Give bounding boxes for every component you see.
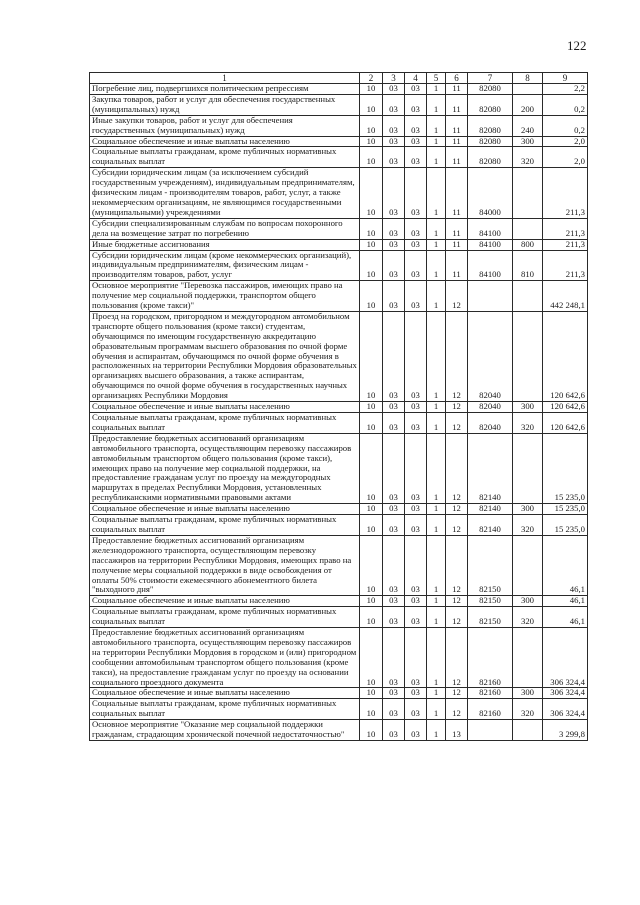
expense-type-code-cell [513, 433, 543, 503]
expense-type-code-cell: 320 [513, 515, 543, 536]
direction-code-cell: 82080 [468, 136, 513, 147]
section-code-cell: 03 [383, 515, 405, 536]
subsection-code-cell: 03 [405, 94, 427, 115]
row-name-cell: Социальное обеспечение и иные выплаты населению [90, 402, 360, 413]
direction-code-cell: 82140 [468, 433, 513, 503]
expense-type-code-cell: 800 [513, 239, 543, 250]
amount-cell: 46,1 [543, 596, 588, 607]
expense-type-code-cell: 320 [513, 699, 543, 720]
table-row [90, 218, 588, 239]
subprogram-code-cell: 12 [446, 628, 468, 688]
amount-cell: 0,2 [543, 94, 588, 115]
row-name-cell: Предоставление бюджетных ассигнований организациям автомобильного транспорта, осуществляющим перевозку пассажиров автомобильным транспортом общего пользования (кроме такси), имеющих право на получение мер социальной поддержки, на предоставление гражданам услуг по проезду на междугородных маршрутах в пределах Республики Мордовия, установленных республиканскими нормативными правовыми актами [90, 433, 360, 503]
expense-type-code-cell [513, 628, 543, 688]
subsection-code-cell: 03 [405, 311, 427, 401]
program-code-cell: 1 [427, 84, 446, 95]
program-code-cell: 1 [427, 402, 446, 413]
section-code-cell: 03 [383, 688, 405, 699]
program-code-cell: 1 [427, 607, 446, 628]
subprogram-code-cell: 11 [446, 218, 468, 239]
row-name-cell: Погребение лиц, подвергшихся политическим репрессиям [90, 84, 360, 95]
program-code-cell: 1 [427, 311, 446, 401]
ministry-code-cell: 10 [360, 115, 383, 136]
expense-type-code-cell [513, 218, 543, 239]
subprogram-code-cell: 11 [446, 136, 468, 147]
table-row [90, 535, 588, 595]
amount-cell: 211,3 [543, 250, 588, 281]
subprogram-code-cell: 11 [446, 115, 468, 136]
section-code-cell: 03 [383, 218, 405, 239]
table-row [90, 147, 588, 168]
header-cell: 5 [427, 73, 446, 84]
direction-code-cell: 82080 [468, 94, 513, 115]
program-code-cell: 1 [427, 115, 446, 136]
subsection-code-cell: 03 [405, 688, 427, 699]
program-code-cell: 1 [427, 515, 446, 536]
row-name-cell: Социальные выплаты гражданам, кроме публичных нормативных социальных выплат [90, 607, 360, 628]
ministry-code-cell: 10 [360, 311, 383, 401]
subsection-code-cell: 03 [405, 402, 427, 413]
subsection-code-cell: 03 [405, 239, 427, 250]
ministry-code-cell: 10 [360, 607, 383, 628]
direction-code-cell: 82150 [468, 596, 513, 607]
row-name-cell: Социальные выплаты гражданам, кроме публичных нормативных социальных выплат [90, 413, 360, 434]
table-row [90, 250, 588, 281]
table-row [90, 311, 588, 401]
subprogram-code-cell: 11 [446, 168, 468, 219]
program-code-cell: 1 [427, 720, 446, 741]
expense-type-code-cell: 320 [513, 413, 543, 434]
subprogram-code-cell: 11 [446, 147, 468, 168]
amount-cell: 120 642,6 [543, 311, 588, 401]
direction-code-cell: 82080 [468, 84, 513, 95]
header-cell: 3 [383, 73, 405, 84]
row-name-cell: Социальные выплаты гражданам, кроме публичных нормативных социальных выплат [90, 147, 360, 168]
subprogram-code-cell: 12 [446, 515, 468, 536]
amount-cell: 0,2 [543, 115, 588, 136]
direction-code-cell: 84100 [468, 250, 513, 281]
expense-type-code-cell [513, 535, 543, 595]
table-row [90, 688, 588, 699]
subsection-code-cell: 03 [405, 720, 427, 741]
section-code-cell: 03 [383, 504, 405, 515]
expense-type-code-cell: 300 [513, 688, 543, 699]
program-code-cell: 1 [427, 413, 446, 434]
row-name-cell: Субсидии юридическим лицам (кроме некоммерческих организаций), индивидуальным предпринимателям, физическим лицам - производителям товаров, работ, услуг [90, 250, 360, 281]
header-cell: 2 [360, 73, 383, 84]
table-row [90, 413, 588, 434]
section-code-cell: 03 [383, 607, 405, 628]
section-code-cell: 03 [383, 147, 405, 168]
section-code-cell: 03 [383, 699, 405, 720]
row-name-cell: Социальное обеспечение и иные выплаты населению [90, 504, 360, 515]
expense-type-code-cell: 320 [513, 147, 543, 168]
amount-cell: 2,2 [543, 84, 588, 95]
row-name-cell: Закупка товаров, работ и услуг для обеспечения государственных (муниципальных) нужд [90, 94, 360, 115]
direction-code-cell: 84000 [468, 168, 513, 219]
program-code-cell: 1 [427, 94, 446, 115]
table-row [90, 94, 588, 115]
section-code-cell: 03 [383, 94, 405, 115]
table-row [90, 402, 588, 413]
expense-type-code-cell: 810 [513, 250, 543, 281]
expense-type-code-cell: 300 [513, 504, 543, 515]
ministry-code-cell: 10 [360, 239, 383, 250]
section-code-cell: 03 [383, 433, 405, 503]
row-name-cell: Социальные выплаты гражданам, кроме публичных нормативных социальных выплат [90, 515, 360, 536]
subsection-code-cell: 03 [405, 628, 427, 688]
program-code-cell: 1 [427, 281, 446, 312]
table-row [90, 84, 588, 95]
table-row [90, 239, 588, 250]
amount-cell: 211,3 [543, 239, 588, 250]
subprogram-code-cell: 11 [446, 250, 468, 281]
direction-code-cell: 82150 [468, 607, 513, 628]
subsection-code-cell: 03 [405, 699, 427, 720]
program-code-cell: 1 [427, 218, 446, 239]
subprogram-code-cell: 11 [446, 84, 468, 95]
section-code-cell: 03 [383, 720, 405, 741]
subsection-code-cell: 03 [405, 147, 427, 168]
header-cell: 4 [405, 73, 427, 84]
subsection-code-cell: 03 [405, 607, 427, 628]
subprogram-code-cell: 12 [446, 402, 468, 413]
section-code-cell: 03 [383, 115, 405, 136]
section-code-cell: 03 [383, 136, 405, 147]
header-cell: 6 [446, 73, 468, 84]
table-row [90, 433, 588, 503]
row-name-cell: Предоставление бюджетных ассигнований организациям автомобильного транспорта, осуществляющим перевозку пассажиров на территории Республики Мордовия в городском и (или) пригородном сообщении автомобильным транспортом общего пользования (кроме такси), на предоставление гражданам услуг по проезду на основании социального проездного документа [90, 628, 360, 688]
direction-code-cell: 82080 [468, 147, 513, 168]
budget-table [89, 72, 588, 741]
expense-type-code-cell [513, 84, 543, 95]
amount-cell: 15 235,0 [543, 433, 588, 503]
subsection-code-cell: 03 [405, 433, 427, 503]
amount-cell: 211,3 [543, 168, 588, 219]
header-cell: 9 [543, 73, 588, 84]
direction-code-cell: 82040 [468, 402, 513, 413]
header-row [90, 73, 588, 84]
row-name-cell: Субсидии юридическим лицам (за исключением субсидий государственным учреждениям), индивидуальным предпринимателям, физическим лицам - производителям товаров, работ, услуг, а также некоммерческим организациям, не являющимся государственными (муниципальными) учреждениями [90, 168, 360, 219]
ministry-code-cell: 10 [360, 281, 383, 312]
subprogram-code-cell: 12 [446, 311, 468, 401]
amount-cell: 120 642,6 [543, 402, 588, 413]
ministry-code-cell: 10 [360, 250, 383, 281]
amount-cell: 15 235,0 [543, 504, 588, 515]
ministry-code-cell: 10 [360, 136, 383, 147]
section-code-cell: 03 [383, 413, 405, 434]
subsection-code-cell: 03 [405, 115, 427, 136]
expense-type-code-cell: 320 [513, 607, 543, 628]
row-name-cell: Социальное обеспечение и иные выплаты населению [90, 596, 360, 607]
section-code-cell: 03 [383, 239, 405, 250]
table-row [90, 596, 588, 607]
program-code-cell: 1 [427, 147, 446, 168]
page-number: 122 [567, 38, 587, 53]
subsection-code-cell: 03 [405, 413, 427, 434]
table-row [90, 628, 588, 688]
program-code-cell: 1 [427, 699, 446, 720]
subprogram-code-cell: 11 [446, 94, 468, 115]
amount-cell: 3 299,8 [543, 720, 588, 741]
row-name-cell: Социальное обеспечение и иные выплаты населению [90, 136, 360, 147]
subprogram-code-cell: 12 [446, 688, 468, 699]
direction-code-cell: 82040 [468, 311, 513, 401]
direction-code-cell: 82140 [468, 504, 513, 515]
row-name-cell: Субсидии специализированным службам по вопросам похоронного дела на возмещение затрат по погребению [90, 218, 360, 239]
ministry-code-cell: 10 [360, 147, 383, 168]
section-code-cell: 03 [383, 628, 405, 688]
header-cell: 7 [468, 73, 513, 84]
row-name-cell: Социальные выплаты гражданам, кроме публичных нормативных социальных выплат [90, 699, 360, 720]
program-code-cell: 1 [427, 136, 446, 147]
table-row [90, 720, 588, 741]
subsection-code-cell: 03 [405, 218, 427, 239]
ministry-code-cell: 10 [360, 402, 383, 413]
program-code-cell: 1 [427, 250, 446, 281]
section-code-cell: 03 [383, 168, 405, 219]
amount-cell: 306 324,4 [543, 699, 588, 720]
amount-cell: 2,0 [543, 136, 588, 147]
header-cell: 8 [513, 73, 543, 84]
ministry-code-cell: 10 [360, 433, 383, 503]
table-row [90, 515, 588, 536]
amount-cell: 442 248,1 [543, 281, 588, 312]
header-cell: 1 [90, 73, 360, 84]
subprogram-code-cell: 11 [446, 239, 468, 250]
row-name-cell: Предоставление бюджетных ассигнований организациям железнодорожного транспорта, осуществляющим перевозку пассажиров на территории Республики Мордовия, имеющих право на получение меры социальной поддержки в виде освобождения от оплаты 50% стоимости ежемесячного абонементного билета "выходного дня" [90, 535, 360, 595]
section-code-cell: 03 [383, 596, 405, 607]
ministry-code-cell: 10 [360, 504, 383, 515]
subsection-code-cell: 03 [405, 250, 427, 281]
expense-type-code-cell [513, 311, 543, 401]
expense-type-code-cell [513, 281, 543, 312]
ministry-code-cell: 10 [360, 699, 383, 720]
row-name-cell: Основное мероприятие "Перевозка пассажиров, имеющих право на получение мер социальной поддержки, транспортом общего пользования (кроме такси)" [90, 281, 360, 312]
amount-cell: 2,0 [543, 147, 588, 168]
direction-code-cell: 84100 [468, 218, 513, 239]
direction-code-cell: 82160 [468, 699, 513, 720]
subsection-code-cell: 03 [405, 84, 427, 95]
expense-type-code-cell: 240 [513, 115, 543, 136]
expense-type-code-cell [513, 168, 543, 219]
subprogram-code-cell: 12 [446, 535, 468, 595]
subprogram-code-cell: 12 [446, 699, 468, 720]
direction-code-cell: 82160 [468, 628, 513, 688]
direction-code-cell: 82150 [468, 535, 513, 595]
section-code-cell: 03 [383, 535, 405, 595]
ministry-code-cell: 10 [360, 628, 383, 688]
ministry-code-cell: 10 [360, 535, 383, 595]
table-row [90, 168, 588, 219]
subprogram-code-cell: 12 [446, 433, 468, 503]
program-code-cell: 1 [427, 596, 446, 607]
ministry-code-cell: 10 [360, 94, 383, 115]
direction-code-cell [468, 720, 513, 741]
subprogram-code-cell: 12 [446, 413, 468, 434]
direction-code-cell: 84100 [468, 239, 513, 250]
subprogram-code-cell: 12 [446, 504, 468, 515]
direction-code-cell: 82040 [468, 413, 513, 434]
program-code-cell: 1 [427, 168, 446, 219]
row-name-cell: Иные закупки товаров, работ и услуг для обеспечения государственных (муниципальных) нужд [90, 115, 360, 136]
amount-cell: 306 324,4 [543, 628, 588, 688]
program-code-cell: 1 [427, 688, 446, 699]
ministry-code-cell: 10 [360, 596, 383, 607]
amount-cell: 211,3 [543, 218, 588, 239]
direction-code-cell: 82160 [468, 688, 513, 699]
amount-cell: 120 642,6 [543, 413, 588, 434]
expense-type-code-cell: 200 [513, 94, 543, 115]
section-code-cell: 03 [383, 250, 405, 281]
program-code-cell: 1 [427, 239, 446, 250]
row-name-cell: Иные бюджетные ассигнования [90, 239, 360, 250]
subsection-code-cell: 03 [405, 504, 427, 515]
row-name-cell: Проезд на городском, пригородном и междугородном автомобильном транспорте общего пользования (кроме такси) студентам, обучающимся по имеющим государственную аккредитацию образовательным программам высшего образования по очной форме обучения и аспирантам, обучающимся по очной форме обучения в расположенных на территории Республики Мордовия образовательных организациях высшего образования, а также аспирантам, обучающимся по очной форме обучения в государственных научных организациях Республики Мордовия [90, 311, 360, 401]
direction-code-cell: 82080 [468, 115, 513, 136]
program-code-cell: 1 [427, 504, 446, 515]
expense-type-code-cell [513, 720, 543, 741]
section-code-cell: 03 [383, 402, 405, 413]
subsection-code-cell: 03 [405, 136, 427, 147]
ministry-code-cell: 10 [360, 720, 383, 741]
table-body [90, 84, 588, 741]
expense-type-code-cell: 300 [513, 596, 543, 607]
amount-cell: 15 235,0 [543, 515, 588, 536]
subsection-code-cell: 03 [405, 535, 427, 595]
row-name-cell: Социальное обеспечение и иные выплаты населению [90, 688, 360, 699]
amount-cell: 306 324,4 [543, 688, 588, 699]
expense-type-code-cell: 300 [513, 402, 543, 413]
ministry-code-cell: 10 [360, 168, 383, 219]
expense-type-code-cell: 300 [513, 136, 543, 147]
ministry-code-cell: 10 [360, 84, 383, 95]
subprogram-code-cell: 12 [446, 607, 468, 628]
ministry-code-cell: 10 [360, 218, 383, 239]
section-code-cell: 03 [383, 311, 405, 401]
subprogram-code-cell: 12 [446, 596, 468, 607]
section-code-cell: 03 [383, 281, 405, 312]
program-code-cell: 1 [427, 433, 446, 503]
program-code-cell: 1 [427, 628, 446, 688]
table-row [90, 281, 588, 312]
subprogram-code-cell: 12 [446, 281, 468, 312]
subsection-code-cell: 03 [405, 281, 427, 312]
subsection-code-cell: 03 [405, 168, 427, 219]
amount-cell: 46,1 [543, 607, 588, 628]
direction-code-cell [468, 281, 513, 312]
subsection-code-cell: 03 [405, 515, 427, 536]
table-row [90, 115, 588, 136]
program-code-cell: 1 [427, 535, 446, 595]
ministry-code-cell: 10 [360, 688, 383, 699]
table-row [90, 504, 588, 515]
direction-code-cell: 82140 [468, 515, 513, 536]
section-code-cell: 03 [383, 84, 405, 95]
table-row [90, 136, 588, 147]
table-row [90, 699, 588, 720]
ministry-code-cell: 10 [360, 413, 383, 434]
amount-cell: 46,1 [543, 535, 588, 595]
table-row [90, 607, 588, 628]
row-name-cell: Основное мероприятие "Оказание мер социальной поддержки гражданам, страдающим хронической почечной недостаточностью" [90, 720, 360, 741]
ministry-code-cell: 10 [360, 515, 383, 536]
subsection-code-cell: 03 [405, 596, 427, 607]
subprogram-code-cell: 13 [446, 720, 468, 741]
